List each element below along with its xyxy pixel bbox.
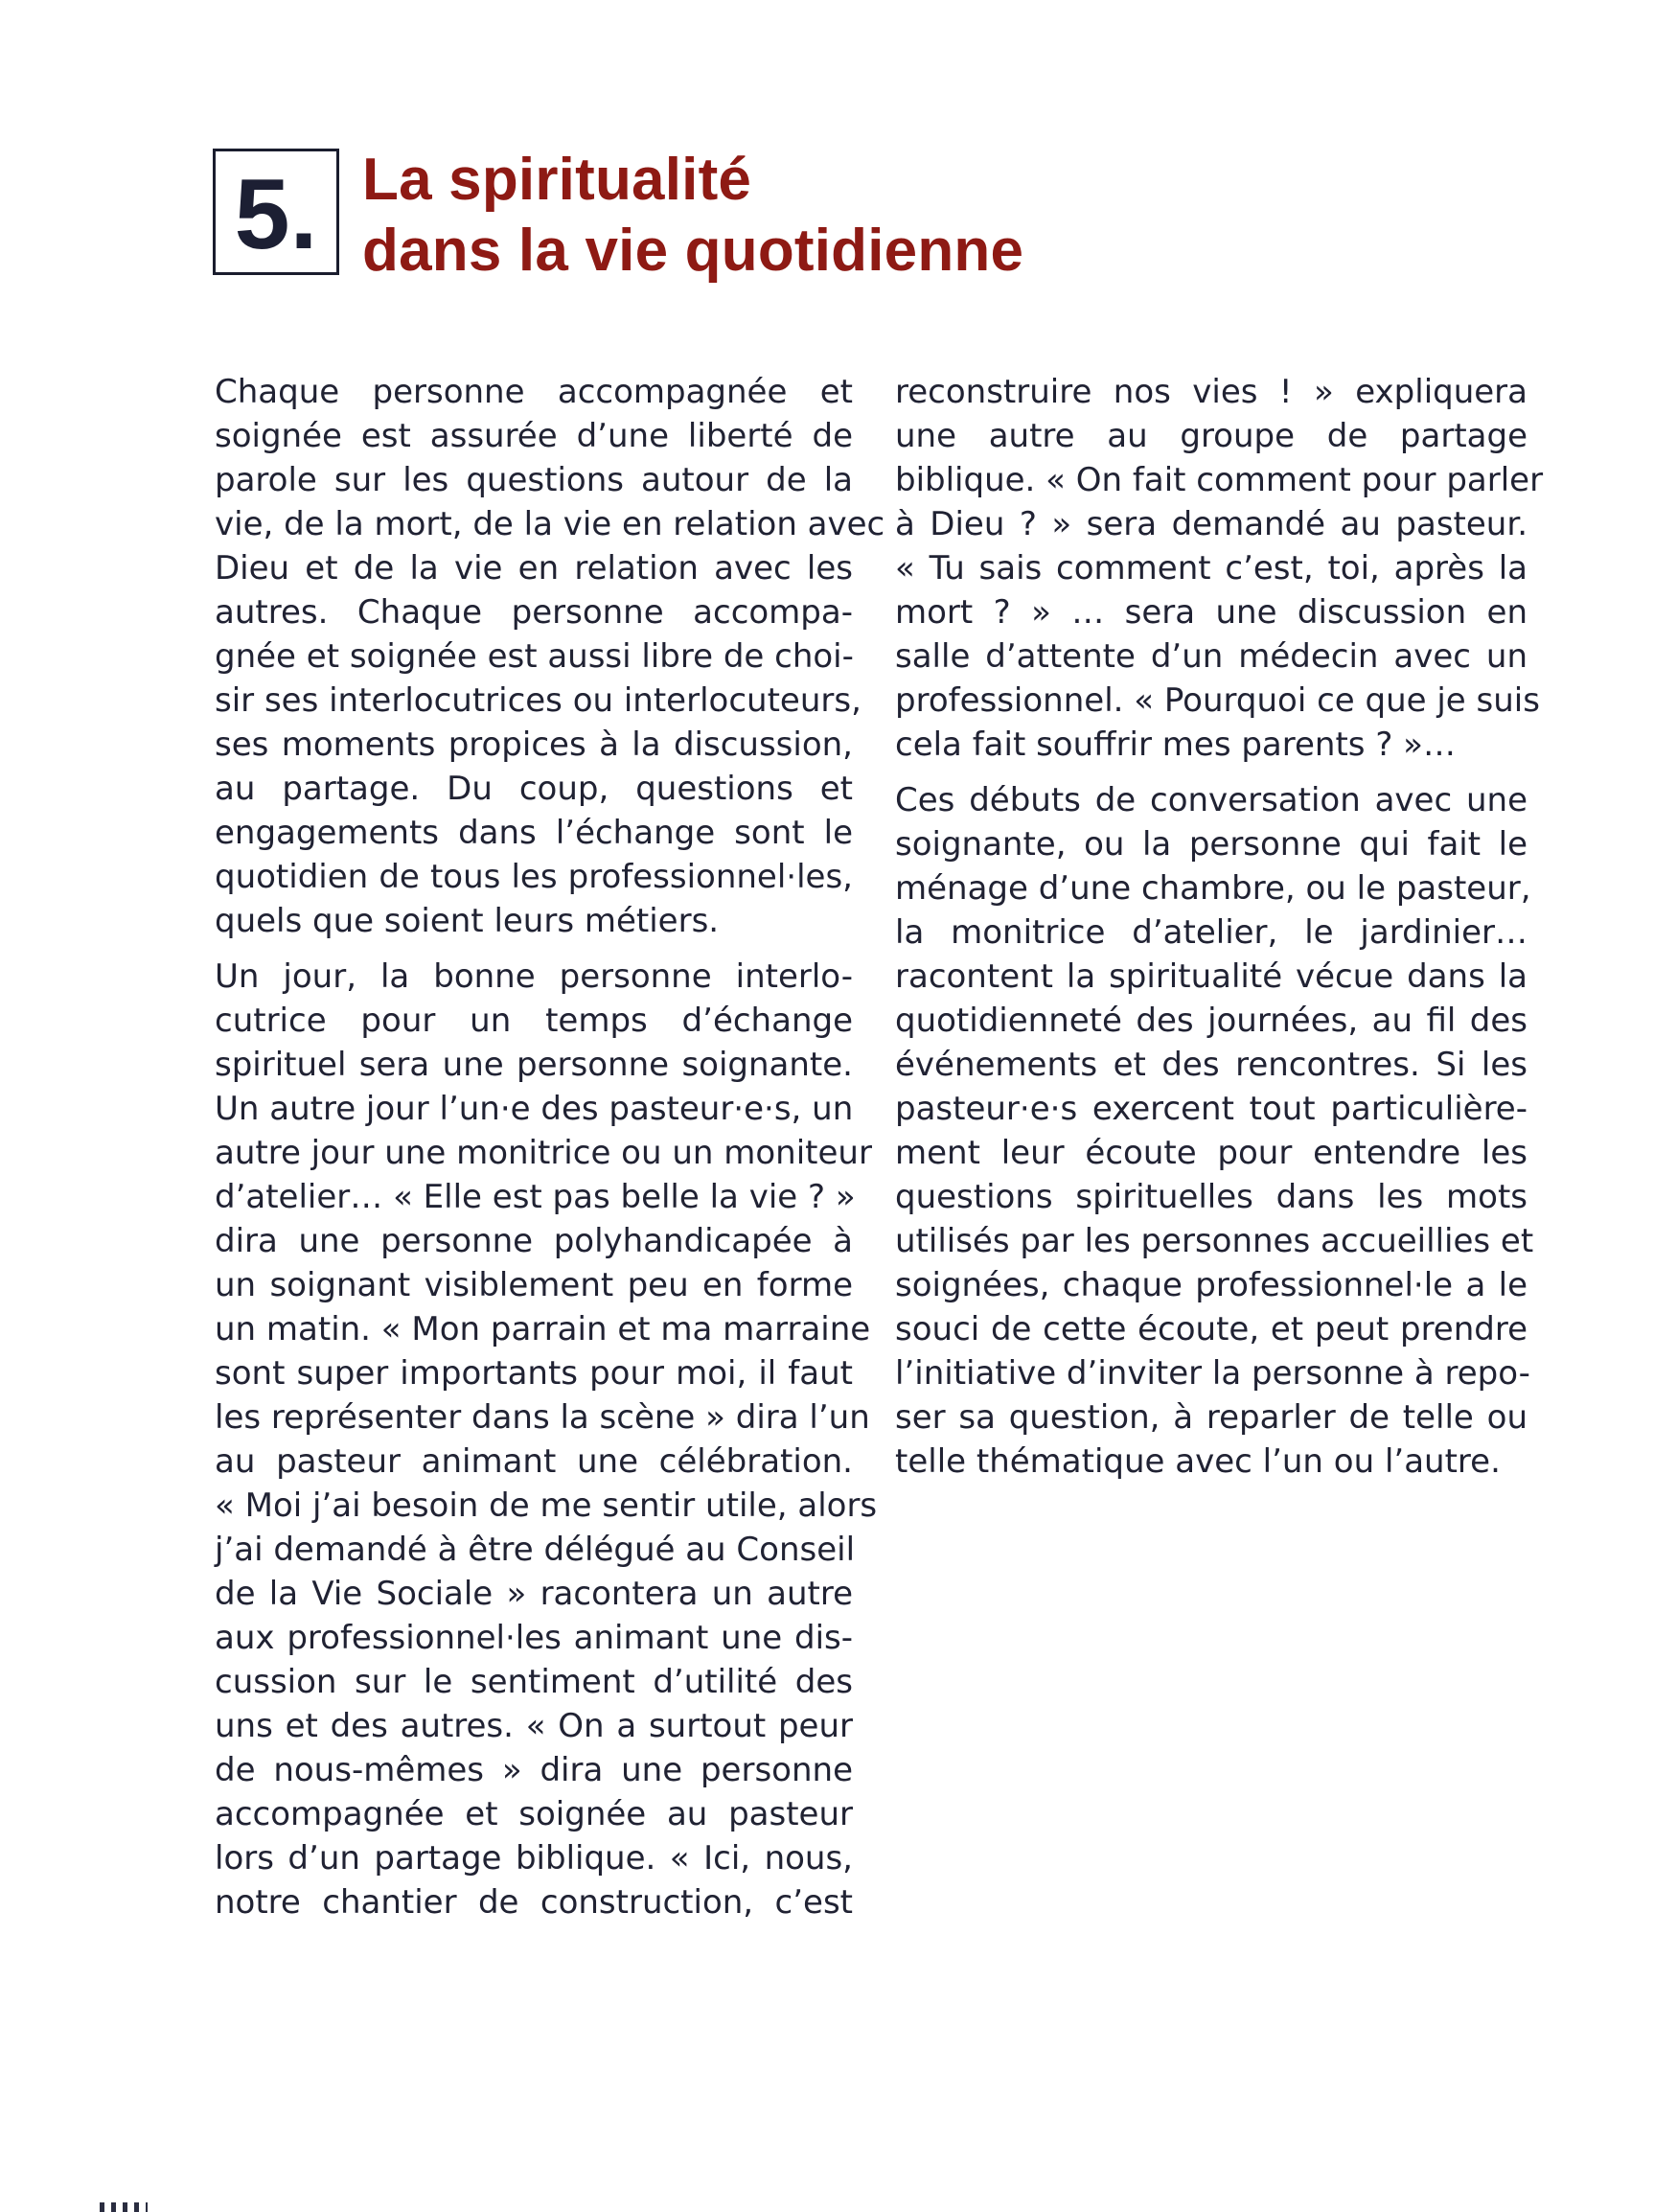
text-line: souci de cette écoute, et peut prendre: [895, 1310, 1528, 1348]
section-title-line-2: dans la vie quotidienne: [362, 218, 1024, 284]
text-line: à Dieu ? » sera demandé au pasteur.: [895, 505, 1528, 543]
text-line: biblique. « On fait comment pour parler: [895, 461, 1544, 499]
right-column: [895, 370, 1544, 1495]
text-line: cussion sur le sentiment d’utilité des: [215, 1663, 853, 1701]
left-paragraph-1: [215, 370, 885, 943]
text-line: vie, de la mort, de la vie en relation avec: [215, 505, 885, 543]
text-line: spirituel sera une personne soignante.: [215, 1046, 853, 1084]
right-paragraph-1: [895, 370, 1544, 767]
section-title-line-1: La spiritualité: [362, 147, 752, 213]
text-line: autre jour une monitrice ou un moniteur: [215, 1134, 872, 1172]
text-line: pasteur·e·s exercent tout particulière-: [895, 1090, 1528, 1128]
text-line: l’initiative d’inviter la personne à repo-: [895, 1354, 1530, 1393]
text-line: au pasteur animant une célébration.: [215, 1442, 853, 1481]
text-line: un soignant visiblement peu en forme: [215, 1266, 853, 1304]
text-line: quotidien de tous les professionnel·les,: [215, 858, 853, 896]
left-column: [215, 370, 885, 1936]
text-line: autres. Chaque personne accompa-: [215, 593, 853, 632]
text-line: cela fait souffrir mes parents ? »…: [895, 726, 1456, 764]
right-paragraph-2: [895, 778, 1534, 1484]
text-line: reconstruire nos vies ! » expliquera: [895, 373, 1528, 411]
text-line: les représenter dans la scène » dira l’un: [215, 1398, 870, 1437]
text-line: Chaque personne accompagnée et: [215, 373, 853, 411]
text-line: utilisés par les personnes accueillies et: [895, 1222, 1534, 1260]
text-line: Ces débuts de conversation avec une: [895, 781, 1528, 819]
text-line: Dieu et de la vie en relation avec les: [215, 549, 853, 588]
text-line: un matin. « Mon parrain et ma marraine: [215, 1310, 871, 1348]
text-line: parole sur les questions autour de la: [215, 461, 853, 499]
text-line: sir ses interlocutrices ou interlocuteurs,: [215, 681, 861, 720]
text-line: soignante, ou la personne qui fait le: [895, 825, 1528, 864]
text-line: cutrice pour un temps d’échange: [215, 1002, 853, 1040]
text-line: ses moments propices à la discussion,: [215, 726, 853, 764]
text-line: la monitrice d’atelier, le jardinier…: [895, 913, 1528, 952]
text-line: j’ai demandé à être délégué au Conseil: [215, 1531, 856, 1569]
section-number: 5.: [213, 149, 339, 275]
text-line: soignées, chaque professionnel·le a le: [895, 1266, 1528, 1304]
text-line: ménage d’une chambre, ou le pasteur,: [895, 869, 1531, 908]
text-line: d’atelier… « Elle est pas belle la vie ? »: [215, 1178, 856, 1216]
text-line: uns et des autres. « On a surtout peur: [215, 1707, 853, 1745]
text-line: une autre au groupe de partage: [895, 417, 1528, 455]
text-line: Un jour, la bonne personne interlo-: [215, 957, 853, 996]
text-line: ser sa question, à reparler de telle ou: [895, 1398, 1528, 1437]
text-line: racontent la spiritualité vécue dans la: [895, 957, 1528, 996]
text-line: sont super importants pour moi, il faut: [215, 1354, 853, 1393]
text-line: gnée et soignée est aussi libre de choi-: [215, 637, 854, 676]
text-line: ment leur écoute pour entendre les: [895, 1134, 1528, 1172]
text-line: telle thématique avec l’un ou l’autre.: [895, 1442, 1501, 1481]
text-line: au partage. Du coup, questions et: [215, 770, 853, 808]
text-line: aux professionnel·les animant une dis-: [215, 1619, 853, 1657]
section-title: [362, 145, 1023, 287]
text-line: quotidienneté des journées, au fil des: [895, 1002, 1528, 1040]
text-line: engagements dans l’échange sont le: [215, 814, 853, 852]
section-header: [213, 149, 1023, 287]
page-folio-mark: [96, 2195, 153, 2212]
text-line: dira une personne polyhandicapée à: [215, 1222, 853, 1260]
text-line: de la Vie Sociale » racontera un autre: [215, 1575, 853, 1613]
text-line: « Tu sais comment c’est, toi, après la: [895, 549, 1528, 588]
text-line: questions spirituelles dans les mots: [895, 1178, 1528, 1216]
text-line: mort ? » … sera une discussion en: [895, 593, 1528, 632]
text-line: lors d’un partage biblique. « Ici, nous,: [215, 1839, 853, 1878]
left-paragraph-2: [215, 955, 878, 1924]
text-line: professionnel. « Pourquoi ce que je suis: [895, 681, 1540, 720]
text-line: notre chantier de construction, c’est: [215, 1883, 853, 1922]
text-line: « Moi j’ai besoin de me sentir utile, alors: [215, 1486, 878, 1525]
text-line: de nous-mêmes » dira une personne: [215, 1751, 853, 1789]
text-line: soignée est assurée d’une liberté de: [215, 417, 853, 455]
text-line: accompagnée et soignée au pasteur: [215, 1795, 853, 1833]
text-line: Un autre jour l’un·e des pasteur·e·s, un: [215, 1090, 854, 1128]
text-line: quels que soient leurs métiers.: [215, 902, 720, 940]
text-line: salle d’attente d’un médecin avec un: [895, 637, 1528, 676]
text-line: événements et des rencontres. Si les: [895, 1046, 1528, 1084]
